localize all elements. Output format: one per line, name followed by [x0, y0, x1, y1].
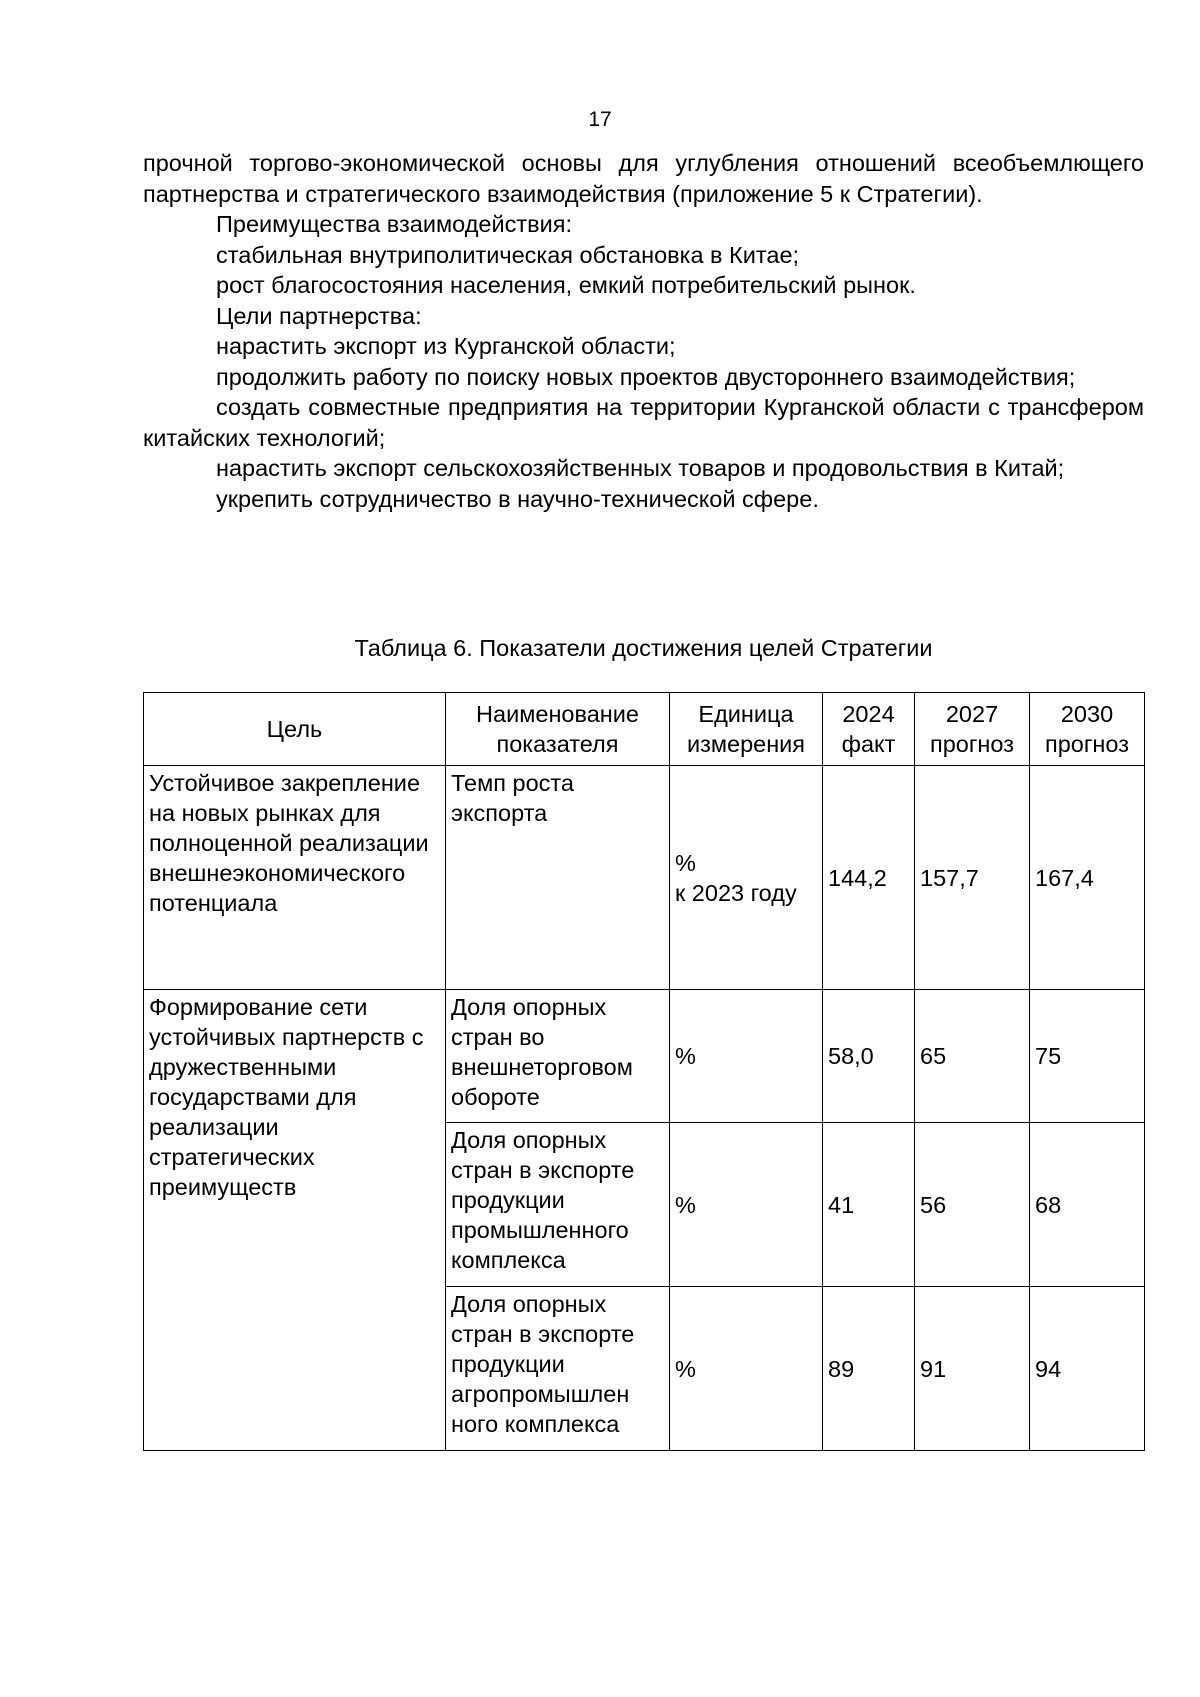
paragraph-goal-2: продолжить работу по поиску новых проектов двустороннего взаимодействия;: [216, 363, 1076, 390]
value-2030-cell: 75: [1030, 990, 1145, 1123]
unit-line: %: [675, 849, 696, 876]
paragraph-goal-1: нарастить экспорт из Курганской области;: [216, 333, 676, 359]
header-2030: 2030 прогноз: [1030, 693, 1145, 766]
value-2030-cell: 167,4: [1030, 766, 1145, 990]
paragraph-advantage-1: стабильная внутриполитическая обстановка в Китае;: [216, 241, 800, 268]
table-row: [144, 766, 1145, 990]
paragraph-goal-5: укрепить сотрудничество в научно-технической сфере.: [216, 485, 819, 512]
value-2024-cell: 89: [823, 1287, 915, 1451]
header-unit: Единица измерения: [670, 693, 823, 766]
paragraph-advantages-heading: Преимущества взаимодействия:: [216, 211, 572, 237]
indicator-cell: Доля опорных стран во внешнеторговом обороте: [446, 990, 670, 1123]
header-2024: 2024 факт: [823, 693, 915, 766]
paragraph-goal-3: создать совместные предприятия на территории Курганской области с трансфером китайских технологий;: [143, 394, 1144, 451]
indicators-table: [143, 692, 1145, 1451]
indicator-cell: Доля опорных стран в экспорте продукции агропромышлен ного комплекса: [446, 1287, 670, 1451]
header-indicator: Наименование показателя: [446, 693, 670, 766]
value-2024-cell: 144,2: [823, 766, 915, 990]
value-2027-cell: 157,7: [915, 766, 1030, 990]
unit-cell: %: [670, 1123, 823, 1287]
goal-cell: Устойчивое закрепление на новых рынках для полноценной реализации внешнеэкономического потенциала: [144, 766, 446, 990]
goal-cell: Формирование сети устойчивых партнерств с дружественными государствами для реализации стратегических преимуществ: [144, 990, 446, 1451]
table-row: [144, 990, 1145, 1123]
header-2027: 2027 прогноз: [915, 693, 1030, 766]
value-2027-cell: 65: [915, 990, 1030, 1123]
page-number: 17: [588, 108, 612, 131]
indicator-cell: Темп роста экспорта: [446, 766, 670, 990]
value-2024-cell: 58,0: [823, 990, 915, 1123]
paragraph-advantage-2: рост благосостояния населения, емкий потребительский рынок.: [216, 272, 916, 298]
unit-line: к 2023 году: [675, 879, 797, 906]
paragraph-goal-4: нарастить экспорт сельскохозяйственных товаров и продовольствия в Китай;: [216, 455, 1065, 481]
indicator-cell: Доля опорных стран в экспорте продукции промышленного комплекса: [446, 1123, 670, 1287]
header-goal: Цель: [144, 693, 446, 766]
value-2027-cell: 91: [915, 1287, 1030, 1451]
paragraph-continuation: прочной торгово-экономической основы для углубления отношений всеобъемлющего партнерства и стратегического взаимодействия (приложение 5 к Стратегии).: [143, 150, 1144, 207]
value-2027-cell: 56: [915, 1123, 1030, 1287]
value-2024-cell: 41: [823, 1123, 915, 1287]
unit-cell: %: [670, 990, 823, 1123]
table-header-row: [144, 693, 1145, 766]
paragraph-goals-heading: Цели партнерства:: [216, 302, 422, 329]
body-text: [143, 148, 1144, 514]
value-2030-cell: 94: [1030, 1287, 1145, 1451]
unit-cell: %: [670, 1287, 823, 1451]
table-caption: Таблица 6. Показатели достижения целей Стратегии: [354, 635, 933, 661]
unit-cell: [670, 766, 823, 990]
value-2030-cell: 68: [1030, 1123, 1145, 1287]
